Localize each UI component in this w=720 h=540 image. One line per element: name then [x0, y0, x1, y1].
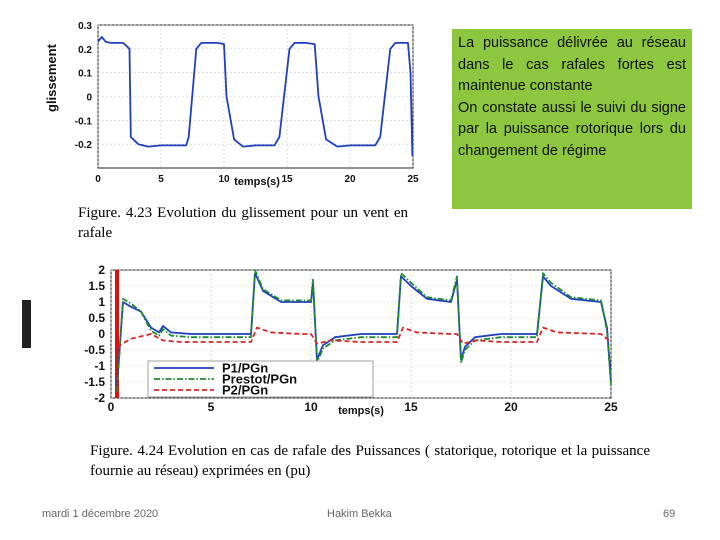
legend-entry-label: P1/PGn: [222, 360, 269, 376]
x-tick-label: 25: [604, 400, 618, 414]
x-tick-label: 25: [407, 174, 419, 185]
y-tick-label: 1.5: [88, 279, 105, 293]
figure-caption-4-23: Figure. 4.23 Evolution du glissement pour un vent en rafale: [78, 205, 408, 241]
footer-date: mardi 1 décembre 2020: [42, 508, 159, 520]
chart2-x-axis-label: temps(s): [338, 405, 384, 417]
note-paragraph-2: On constate aussi le suivi du signe par la puissance rotorique lors du changement de régime: [458, 99, 686, 159]
y-tick-label: 0: [98, 327, 105, 341]
power-chart: [18, 262, 623, 417]
y-tick-label: -2: [94, 391, 105, 405]
y-tick-label: -0.5: [84, 343, 105, 357]
footer-page-number: 69: [663, 508, 676, 520]
y-tick-label: 0.1: [78, 68, 92, 80]
y-tick-label: 1: [98, 295, 105, 309]
y-tick-label: -0.2: [74, 140, 92, 152]
y-tick-label: 0: [86, 92, 92, 104]
note-paragraph-1: La puissance délivrée au réseau dans le cas rafales fortes est maintenue constante: [458, 35, 686, 94]
y-tick-label: -0.1: [74, 116, 92, 128]
chart1-y-axis-label: glissement: [44, 44, 59, 112]
x-tick-label: 0: [95, 174, 101, 185]
legend-entry-label: Prestot/PGn: [222, 371, 298, 387]
y-tick-label: 0.5: [88, 311, 105, 325]
y-tick-label: -1.5: [84, 375, 105, 389]
x-tick-label: 0: [107, 400, 115, 414]
x-tick-label: 20: [504, 400, 518, 414]
y-tick-label: 0.3: [78, 21, 92, 32]
y-tick-label: 2: [98, 263, 105, 277]
footer-author: Hakim Bekka: [327, 508, 392, 520]
x-tick-label: 15: [281, 174, 293, 185]
x-tick-label: 10: [304, 400, 318, 414]
x-tick-label: 10: [218, 174, 230, 185]
x-tick-label: 15: [404, 400, 418, 414]
figure-caption-4-24: Figure. 4.24 Evolution en cas de rafale des Puissances ( statorique, rotorique et la puissance fournie au réseau) exprimées en (pu): [90, 443, 650, 479]
x-tick-label: 20: [344, 174, 356, 185]
y-tick-label: 0.2: [78, 44, 92, 56]
x-tick-label: 5: [158, 174, 164, 185]
chart2-y-axis-label-blob: [22, 300, 31, 348]
chart1-x-axis-label: temps(s): [234, 176, 280, 188]
note-box: [452, 29, 692, 209]
slip-chart: [40, 15, 419, 190]
y-tick-label: -1: [94, 359, 105, 373]
x-tick-label: 5: [207, 400, 215, 414]
chart2-legend: [148, 361, 373, 398]
legend-entry-label: P2/PGn: [222, 382, 269, 398]
